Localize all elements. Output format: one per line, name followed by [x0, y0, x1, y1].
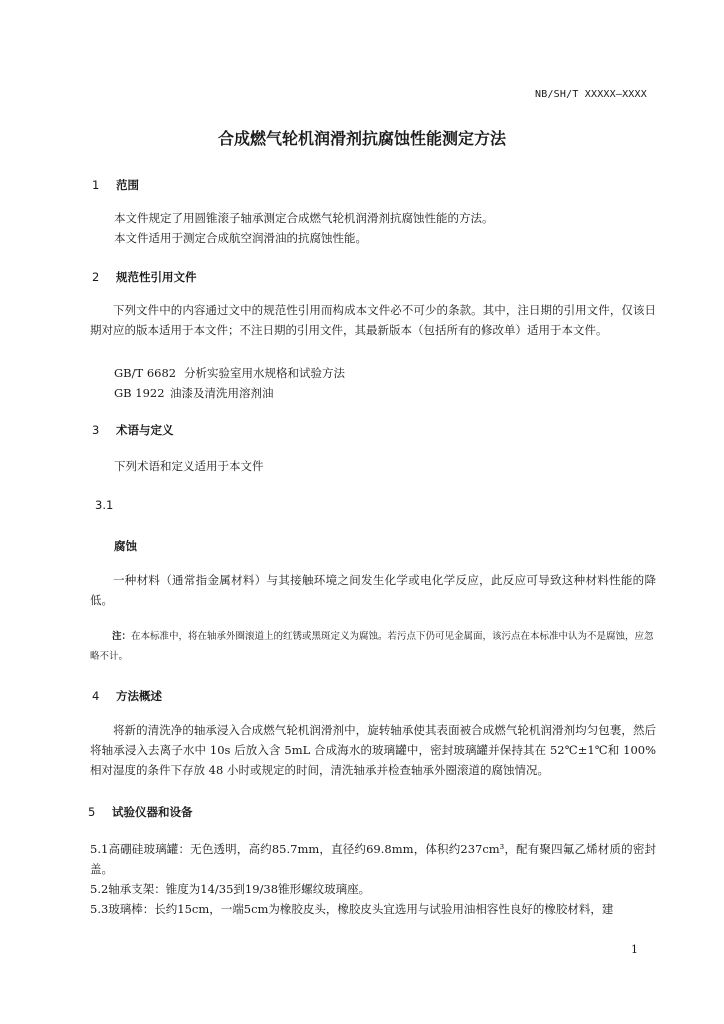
reference-code: GB 1922 [114, 386, 165, 400]
reference-code: GB/T 6682 [114, 366, 177, 380]
section-title: 术语与定义 [116, 423, 174, 437]
document-title: 合成燃气轮机润滑剂抗腐蚀性能测定方法 [217, 129, 506, 148]
reference-title: 油漆及清洗用溶剂油 [170, 386, 274, 400]
section-title: 范围 [116, 178, 139, 192]
section-title: 规范性引用文件 [116, 270, 197, 284]
standard-code: NB/SH/T XXXXX—XXXX [535, 89, 647, 100]
section-number: 4 [92, 689, 100, 703]
section-3-paragraph: 下列术语和定义适用于本文件 [114, 459, 264, 473]
page-number: 1 [631, 943, 638, 956]
normative-reference [114, 365, 345, 381]
section-title: 试验仪器和设备 [112, 805, 193, 819]
section-number: 5 [88, 805, 96, 819]
note-text: 在本标准中，将在轴承外圈滚道上的红锈或黑斑定义为腐蚀。若污点下仍可见金属面，该污点在本标准中认为不是腐蚀，应忽略不计。 [90, 631, 654, 662]
term-definition: 一种材料（通常指金属材料）与其接触环境之间发生化学或电化学反应，此反应可导致这种材料性能的降低。 [90, 573, 656, 607]
section-1-heading [92, 177, 139, 193]
subsection-number: 3.1 [95, 498, 114, 512]
term-heading: 腐蚀 [114, 539, 137, 553]
section-4-heading [92, 688, 162, 704]
reference-title: 分析实验室用水规格和试验方法 [184, 366, 345, 380]
section-2-heading [92, 269, 197, 285]
section-2-paragraph: 下列文件中的内容通过文中的规范性引用而构成本文件必不可少的条款。其中，注日期的引用文件，仅该日期对应的版本适用于本文件；不注日期的引用文件，其最新版本（包括所有的修改单）适用于本文件。 [90, 303, 656, 337]
section-title: 方法概述 [116, 689, 162, 703]
section-number: 2 [92, 270, 100, 284]
section-1-paragraph-2: 本文件适用于测定合成航空润滑油的抗腐蚀性能。 [114, 231, 367, 245]
section-number: 1 [92, 178, 100, 192]
section-4-paragraph: 将新的清洗净的轴承浸入合成燃气轮机润滑剂中，旋转轴承使其表面被合成燃气轮机润滑剂均匀包裹，然后将轴承浸入去离子水中 10s 后放入含 5mL 合成海水的玻璃罐中，密封玻璃罐并保持其在 52℃±1℃和 100%相对湿度的条件下存放 48 小时或规定的时间，清洗轴承并检查轴承外圈滚道的腐蚀情况。 [90, 723, 656, 777]
normative-reference [114, 385, 274, 401]
equipment-item: 5.2轴承支架：锥度为14/35到19/38锥形螺纹玻璃座。 [90, 882, 371, 896]
term-note [90, 627, 656, 667]
section-1-paragraph-1: 本文件规定了用圆锥滚子轴承测定合成燃气轮机润滑剂抗腐蚀性能的方法。 [114, 211, 494, 225]
equipment-item: 5.1高硼硅玻璃罐：无色透明，高约85.7mm，直径约69.8mm，体积约237cm³，配有聚四氟乙烯材质的密封盖。 [90, 842, 656, 876]
note-label: 注： [112, 631, 132, 642]
section-3-heading [92, 422, 174, 438]
equipment-item: 5.3玻璃棒：长约15cm，一端5cm为橡胶皮头，橡胶皮头宜选用与试验用油相容性良好的橡胶材料，建 [90, 902, 614, 916]
section-5-heading [88, 804, 193, 820]
section-number: 3 [92, 423, 100, 437]
